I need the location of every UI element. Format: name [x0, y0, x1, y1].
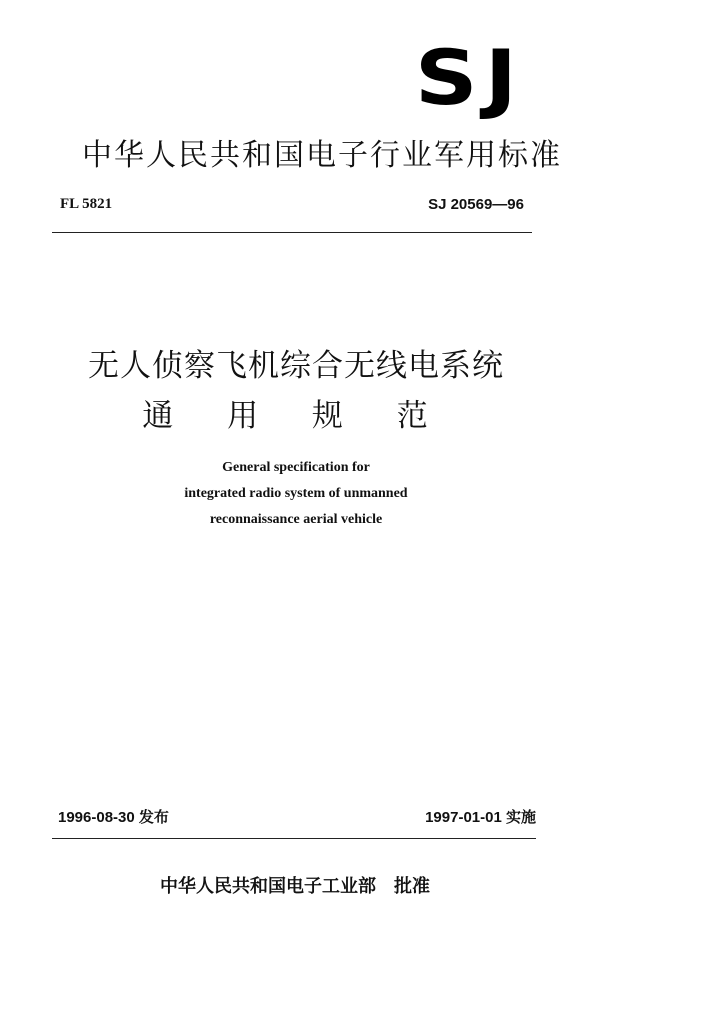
standard-type: 中华人民共和国电子行业军用标准	[82, 138, 562, 173]
issuer-name: 中华人民共和国电子工业部	[160, 876, 376, 897]
classification-code: FL 5821	[60, 196, 113, 212]
title-en-line2: integrated radio system of unmanned	[184, 486, 408, 501]
approval-label: 批准	[394, 876, 430, 897]
title-en-line3: reconnaissance aerial vehicle	[209, 512, 383, 527]
sj-logo: SJ	[414, 33, 524, 122]
title-zh-line1: 无人侦察飞机综合无线电系统	[88, 348, 504, 384]
footer-divider	[52, 838, 536, 839]
title-zh-line2: 通 用 规 范	[142, 398, 450, 434]
issue-date: 1996-08-30 发布	[58, 809, 169, 826]
header-divider	[52, 232, 532, 233]
title-en-line1: General specification for	[222, 460, 370, 475]
standard-number: SJ 20569—96	[428, 196, 524, 213]
implementation-date: 1997-01-01 实施	[425, 809, 536, 826]
issuer-line	[160, 872, 430, 898]
